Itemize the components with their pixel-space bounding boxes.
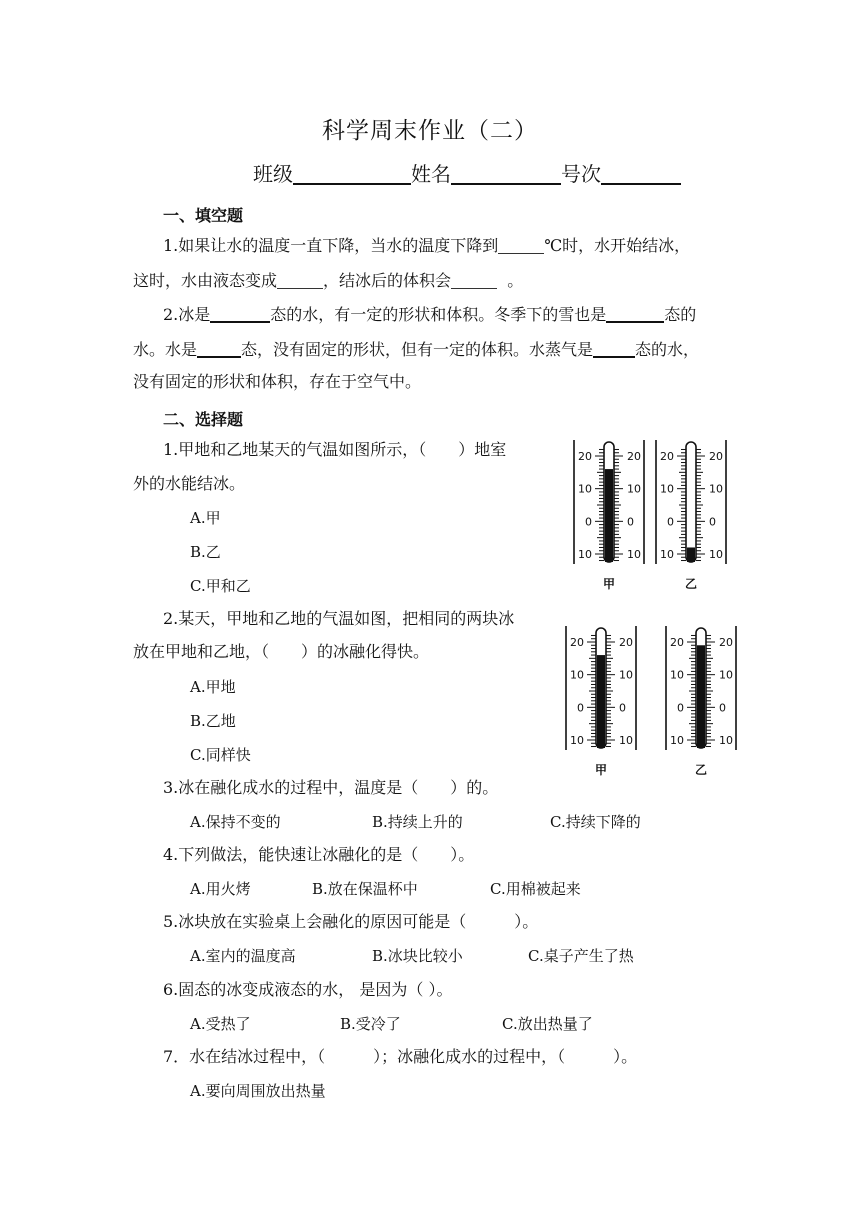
thermometer-caption: 甲	[594, 763, 608, 777]
s1-q1-text: ，结冰后的体积会	[323, 271, 452, 290]
s1-q1-text: 这时，水由液态变成	[133, 271, 278, 290]
thermometer-fig2-left	[566, 626, 636, 777]
scale-label: 10	[570, 668, 584, 682]
scale-label: 20	[578, 450, 592, 463]
s1-q2-text: 态，没有固定的形状，但有一定的体积。水蒸气是	[241, 340, 594, 359]
s2-q5-option-c[interactable]: C.桌子产生了热	[528, 947, 634, 965]
scale-label: 0	[709, 515, 716, 529]
scale-label: 0	[627, 515, 634, 529]
scale-label: 10	[670, 668, 684, 682]
scale-label: 10	[660, 482, 674, 496]
s2-q4-stem: 4.下列做法，能快速让冰融化的是（ ）。	[163, 845, 475, 864]
scale-label: 10	[578, 482, 592, 496]
s2-q6-option-c[interactable]: C.放出热量了	[502, 1015, 593, 1033]
thermometer-liquid	[697, 645, 705, 748]
scale-label: 0	[719, 701, 726, 715]
s1-q2-line1	[163, 303, 696, 325]
s2-q2-stem-line2: 放在甲地和乙地，（ ）的冰融化得快。	[133, 642, 430, 661]
thermometer-liquid	[597, 655, 605, 748]
s1-q1-text: ℃时，水开始结冰，	[544, 236, 691, 255]
s2-q4-option-b[interactable]: B.放在保温杯中	[312, 880, 418, 898]
s2-q5-option-a[interactable]: A.室内的温度高	[190, 947, 296, 965]
thermometer-liquid	[687, 547, 695, 562]
scale-label: 20	[660, 450, 674, 463]
thermometer-tube	[686, 442, 696, 562]
student-info-line	[253, 158, 681, 187]
s1-q2-blank-water[interactable]	[197, 338, 241, 358]
scale-label: 0	[677, 701, 684, 715]
name-field[interactable]	[451, 161, 561, 185]
s1-q1-text: 1.如果让水的温度一直下降，当水的温度下降到	[163, 236, 499, 255]
s2-q2-option-c[interactable]: C.同样快	[190, 746, 251, 764]
scale-label: 20	[709, 450, 723, 463]
scale-label: 10	[719, 734, 733, 747]
s2-q2-option-b[interactable]: B.乙地	[190, 712, 236, 730]
s2-q3-option-a[interactable]: A.保持不变的	[190, 813, 281, 831]
s2-q2-option-a[interactable]: A.甲地	[190, 678, 236, 696]
s1-q2-text: 2.冰是	[163, 305, 211, 324]
scale-label: 10	[619, 734, 633, 747]
thermometer-fig2-right	[666, 626, 736, 777]
s2-q1-option-b[interactable]: B.乙	[190, 543, 221, 561]
thermometer-fig1-right	[656, 440, 726, 591]
scale-label: 0	[667, 515, 674, 529]
scale-label: 10	[670, 734, 684, 747]
s1-q1-blank-volume[interactable]	[451, 270, 497, 289]
scale-label: 10	[578, 548, 592, 561]
s2-q6-option-a[interactable]: A.受热了	[190, 1015, 251, 1033]
s2-q1-option-a[interactable]: A.甲	[190, 509, 221, 527]
class-field[interactable]	[293, 161, 411, 185]
s1-q1-line2	[133, 270, 523, 291]
scale-label: 10	[570, 734, 584, 747]
thermometer-caption: 甲	[602, 577, 616, 591]
s2-q3-option-b[interactable]: B.持续上升的	[372, 813, 463, 831]
scale-label: 10	[709, 548, 723, 561]
number-field[interactable]	[601, 161, 681, 185]
scale-label: 10	[660, 548, 674, 561]
s2-q4-option-a[interactable]: A.用火烤	[190, 880, 251, 898]
thermometer-fig1-left	[574, 440, 644, 591]
s2-q1-stem-line1: 1.甲地和乙地某天的气温如图所示，（ ）地室	[163, 440, 507, 459]
scale-label: 10	[619, 668, 633, 682]
s2-q5-stem: 5.冰块放在实验桌上会融化的原因可能是（ ）。	[163, 912, 539, 931]
thermometer-figure-1	[568, 436, 732, 594]
scale-label: 20	[719, 636, 733, 649]
section-heading-multiple-choice: 二、选择题	[163, 410, 244, 429]
s2-q1-option-c[interactable]: C.甲和乙	[190, 577, 251, 595]
scale-label: 20	[570, 636, 584, 649]
class-label: 班级	[253, 162, 293, 186]
scale-label: 10	[709, 482, 723, 496]
s1-q1-text: 。	[507, 271, 524, 290]
s1-q2-text: 水。水是	[133, 340, 198, 359]
s2-q1-stem-line2: 外的水能结冰。	[133, 474, 246, 493]
s2-q2-stem-line1: 2.某天，甲地和乙地的气温如图，把相同的两块冰	[163, 609, 515, 628]
scale-label: 20	[619, 636, 633, 649]
s1-q2-blank-ice[interactable]	[210, 303, 270, 323]
page-title: 科学周末作业（二）	[322, 118, 538, 144]
scale-label: 10	[627, 482, 641, 496]
s2-q5-option-b[interactable]: B.冰块比较小	[372, 947, 463, 965]
s1-q2-blank-vapor[interactable]	[593, 338, 635, 358]
scale-label: 0	[585, 515, 592, 529]
s1-q2-blank-snow[interactable]	[606, 303, 664, 323]
thermometer-caption: 乙	[684, 577, 698, 591]
s1-q1-blank-state[interactable]	[277, 270, 323, 289]
s2-q3-stem: 3.冰在融化成水的过程中，温度是（ ）的。	[163, 778, 499, 797]
s2-q7-stem: 7．水在结冰过程中，（ ）；冰融化成水的过程中，（ ）。	[163, 1047, 638, 1066]
scale-label: 20	[627, 450, 641, 463]
s1-q2-line2	[133, 338, 699, 360]
scale-label: 10	[719, 668, 733, 682]
s2-q7-option-a[interactable]: A.要向周围放出热量	[190, 1082, 326, 1100]
s1-q2-text: 态的	[664, 305, 697, 324]
section-heading-fill-blank: 一、填空题	[163, 206, 244, 225]
thermometer-figure-2	[560, 622, 742, 780]
s1-q2-text: 态的水，有一定的形状和体积。冬季下的雪也是	[270, 305, 607, 324]
s2-q6-stem: 6.固态的冰变成液态的水， 是因为（ ）。	[163, 980, 453, 999]
s1-q1-line1	[163, 235, 690, 256]
s1-q2-text: 态的水，	[635, 340, 700, 359]
number-label: 号次	[561, 162, 601, 186]
s2-q4-option-c[interactable]: C.用棉被起来	[490, 880, 581, 898]
scale-label: 10	[627, 548, 641, 561]
scale-label: 0	[577, 701, 584, 715]
name-label: 姓名	[411, 162, 451, 186]
scale-label: 20	[670, 636, 684, 649]
thermometer-caption: 乙	[694, 763, 708, 777]
scale-label: 0	[619, 701, 626, 715]
s1-q1-blank-temp[interactable]	[498, 235, 544, 254]
s2-q3-option-c[interactable]: C.持续下降的	[550, 813, 641, 831]
s1-q2-line3: 没有固定的形状和体积，存在于空气中。	[133, 372, 422, 391]
s2-q6-option-b[interactable]: B.受冷了	[340, 1015, 401, 1033]
thermometer-liquid	[605, 469, 613, 562]
